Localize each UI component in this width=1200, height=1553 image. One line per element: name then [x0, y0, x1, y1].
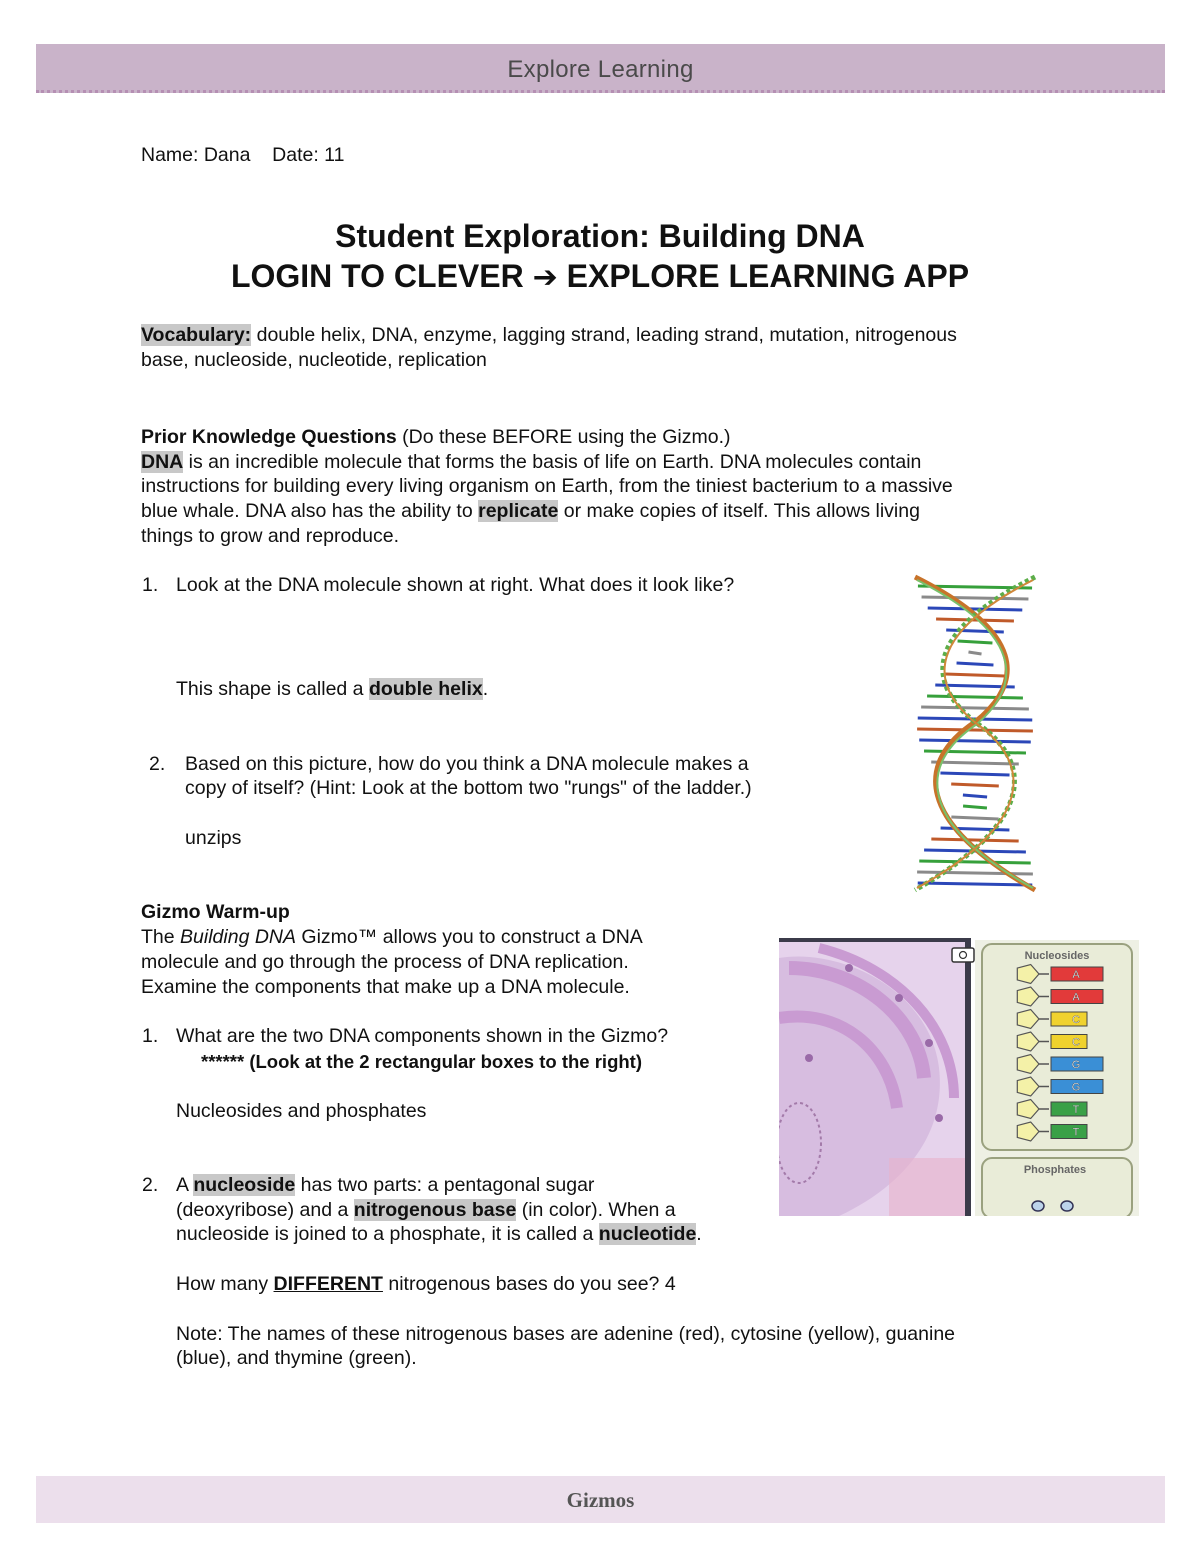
q2-b: has two parts: a pentagonal sugar [295, 1174, 595, 1196]
q1-answer-b: . [482, 678, 489, 700]
base-letter: G [1071, 1081, 1081, 1094]
prior-q1-answer [176, 677, 488, 701]
base-letter: C [1072, 1036, 1080, 1049]
prior-p3-b: or make copies of itself. This allows living [558, 500, 920, 522]
helix-rung [928, 608, 1023, 610]
helix-rung [919, 861, 1030, 863]
nucleoside-item [1017, 987, 1103, 1006]
helix-rung [941, 828, 1010, 830]
term-nucleotide: nucleotide [598, 1223, 697, 1245]
nitrogenous-base-block [1051, 1012, 1087, 1026]
prior-heading-text: Prior Knowledge Questions [141, 426, 397, 448]
term-nitrogenous-base: nitrogenous base [353, 1199, 517, 1221]
base-letter: G [1071, 1059, 1081, 1071]
page-subtitle [0, 258, 1200, 295]
helix-rung [927, 696, 1023, 698]
helix-rung [958, 641, 993, 643]
q2-d: (in color). When a [516, 1199, 676, 1221]
term-replicate: replicate [478, 500, 559, 522]
helix-rung [963, 795, 987, 797]
term-different: DIFFERENT [273, 1273, 383, 1295]
helix-rung [924, 751, 1026, 753]
warmup-p1-a: The [141, 926, 181, 948]
helix-rung [917, 872, 1033, 874]
name-date-text: Name: Dana Date: 11 [141, 144, 345, 166]
prior-q2-line-1: Based on this picture, how do you think a DNA molecule makes a [185, 753, 749, 775]
warmup-q1-hint: ****** (Look at the 2 rectangular boxes to the right) [201, 1051, 642, 1072]
how-many-a: How many [176, 1273, 274, 1295]
warmup-p1-b: Gizmo™ allows you to construct a DNA [296, 926, 643, 948]
phosphates-label: Phosphates [1023, 1164, 1087, 1176]
helix-rung [968, 652, 981, 654]
how-many-b: nitrogenous bases do you see? 4 [382, 1273, 676, 1295]
helix-rung [931, 839, 1018, 841]
vocabulary-line-2: base, nucleoside, nucleotide, replication [141, 349, 487, 371]
subtitle-part-a: LOGIN TO CLEVER [230, 258, 524, 294]
prior-q1-number: 1. [142, 574, 159, 596]
warmup-q2-line-3 [176, 1222, 702, 1246]
header-bar [36, 44, 1165, 93]
nucleoside-item [1017, 1100, 1087, 1119]
warmup-heading: Gizmo Warm-up [141, 901, 290, 923]
base-letter: T [1072, 1126, 1080, 1139]
right-arrow-icon: ➔ [532, 261, 558, 294]
prior-heading-note: (Do these BEFORE using the Gizmo.) [396, 426, 731, 448]
base-letter: C [1072, 1014, 1080, 1026]
helix-rung [945, 674, 1004, 676]
base-letter: A [1072, 969, 1080, 981]
camera-icon [952, 948, 974, 962]
prior-q2-answer: unzips [185, 827, 242, 849]
dna-double-helix-image [895, 572, 1055, 897]
helix-rung [946, 630, 1004, 632]
q1-answer-a: This shape is called a [176, 678, 369, 700]
helix-rung [936, 619, 1014, 621]
warmup-line-2: molecule and go through the process of DNA replication. [141, 951, 629, 973]
nucleoside-item [1017, 965, 1103, 984]
helix-rung [922, 597, 1029, 599]
q2-f: . [696, 1223, 702, 1245]
prior-paragraph-line-4: things to grow and reproduce. [141, 525, 399, 547]
warmup-q2-line-2 [176, 1198, 676, 1222]
helix-rung [917, 729, 1033, 731]
q2-a: A [176, 1174, 194, 1196]
page-title: Student Exploration: Building DNA [335, 218, 865, 254]
vocabulary-terms-1: double helix, DNA, enzyme, lagging strand, leading strand, mutation, nitrogenous [251, 324, 957, 346]
q2-c: (deoxyribose) and a [176, 1199, 354, 1221]
note-line-1: Note: The names of these nitrogenous bases are adenine (red), cytosine (yellow), guanine [176, 1323, 956, 1345]
prior-q2-number: 2. [149, 753, 166, 775]
warmup-q2-number: 2. [142, 1174, 159, 1196]
nucleoside-item [1017, 1055, 1103, 1074]
warmup-gizmo-name: Building DNA [180, 926, 297, 948]
warmup-line-1 [141, 925, 643, 949]
phosphate-item [1032, 1201, 1044, 1211]
vocabulary-label: Vocabulary: [141, 324, 252, 346]
footer-bar [36, 1476, 1165, 1523]
helix-rung [919, 740, 1031, 742]
vocabulary-line-1 [141, 323, 957, 347]
prior-knowledge-heading [141, 425, 731, 449]
q2-e: nucleoside is joined to a phosphate, it is called a [176, 1223, 599, 1245]
subtitle-part-b: EXPLORE LEARNING APP [566, 258, 970, 294]
warmup-q1-number: 1. [142, 1025, 159, 1047]
nucleoside-item [1017, 1077, 1103, 1096]
base-letter: T [1072, 1104, 1080, 1116]
helix-rung [963, 806, 987, 808]
warmup-q1-text: What are the two DNA components shown in the Gizmo? [176, 1025, 669, 1047]
nitrogenous-base-block [1051, 1035, 1087, 1049]
gizmo-screenshot [779, 928, 1139, 1216]
prior-q1-text: Look at the DNA molecule shown at right. What does it look like? [176, 574, 735, 596]
helix-rung [918, 883, 1033, 885]
warmup-line-3: Examine the components that make up a DNA molecule. [141, 976, 630, 998]
explorelearning-logo: Explore Learning [507, 56, 694, 83]
note-line-2: (blue), and thymine (green). [176, 1347, 417, 1369]
prior-q2-line-2: copy of itself? (Hint: Look at the bottom two "rungs" of the ladder.) [185, 777, 752, 799]
gizmos-logo: Gizmos [566, 1488, 635, 1512]
nucleosides-label: Nucleosides [1024, 950, 1090, 962]
term-nucleoside: nucleoside [193, 1174, 296, 1196]
helix-rung [951, 817, 998, 819]
helix-rung [951, 784, 999, 786]
term-double-helix: double helix [368, 678, 483, 700]
how-many-line [176, 1272, 676, 1296]
nucleoside-item [1017, 1032, 1087, 1051]
helix-rung [921, 707, 1029, 709]
prior-paragraph-line-2: instructions for building every living organism on Earth, from the tiniest bacterium to a massive [141, 475, 953, 497]
nitrogenous-base-block [1051, 1102, 1087, 1116]
base-letter: A [1072, 991, 1080, 1004]
warmup-q1-answer: Nucleosides and phosphates [176, 1100, 427, 1122]
helix-rung [931, 762, 1019, 764]
helix-rung [957, 663, 994, 665]
nucleoside-item [1017, 1122, 1087, 1141]
name-date-line [141, 143, 344, 167]
prior-paragraph-line-1 [141, 450, 921, 474]
prior-p3-a: blue whale. DNA also has the ability to [141, 500, 479, 522]
phosphate-item [1061, 1201, 1073, 1211]
nitrogenous-base-block [1051, 1125, 1087, 1139]
nucleoside-item [1017, 1010, 1087, 1029]
prior-p1-text: is an incredible molecule that forms the basis of life on Earth. DNA molecules contain [183, 451, 922, 473]
helix-rung [940, 773, 1009, 775]
warmup-q2-line-1 [176, 1173, 594, 1197]
term-dna: DNA [141, 451, 184, 473]
prior-paragraph-line-3 [141, 499, 920, 523]
